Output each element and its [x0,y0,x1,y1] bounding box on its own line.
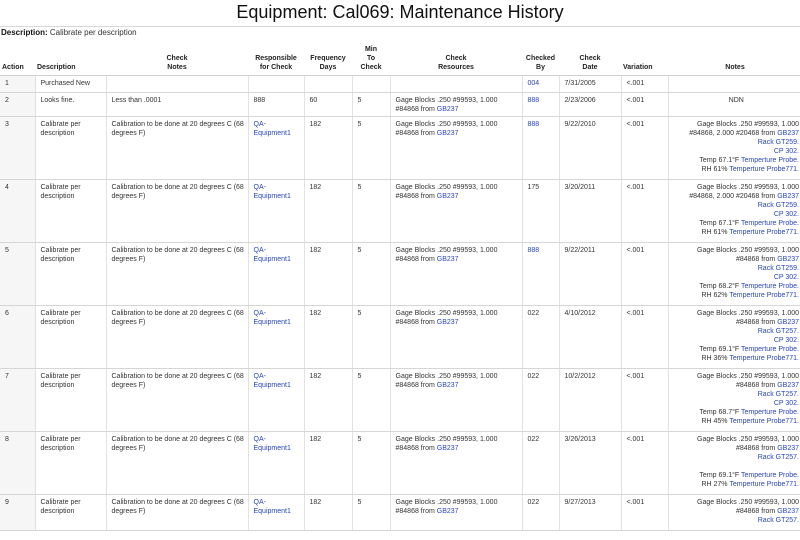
cell-responsible: 888 [248,93,304,117]
cell-variation: <.001 [621,76,668,93]
cell-frequency [304,76,352,93]
cell-min-to-check: 5 [352,432,390,495]
cell-action: 7 [0,369,35,432]
cell-checked-by-link[interactable]: 888 [522,243,559,306]
cell-action: 6 [0,306,35,369]
cell-description: Calibrate per description [35,180,106,243]
col-header-check-resources[interactable]: Check Resources [390,38,522,76]
col-header-responsible[interactable]: Responsible for Check [248,38,304,76]
cell-description: Calibrate per description [35,306,106,369]
cell-frequency: 182 [304,369,352,432]
notes-link[interactable]: GB237 [777,382,799,389]
col-header-frequency[interactable]: Frequency Days [304,38,352,76]
cell-variation: <.001 [621,306,668,369]
notes-link[interactable]: CP 302. [773,211,799,218]
resource-link[interactable]: GB237 [436,508,459,515]
cell-notes: Gage Blocks .250 #99593, 1.000 #84868 from GB237 Rack GT257. [668,495,800,531]
notes-link[interactable]: CP 302. [773,148,799,155]
cell-frequency: 182 [304,180,352,243]
cell-frequency: 182 [304,117,352,180]
cell-check-resources: Gage Blocks .250 #99593, 1.000 #84868 from GB237 [390,306,522,369]
cell-checked-by: 022 [522,495,559,531]
cell-check-resources: Gage Blocks .250 #99593, 1.000 #84868 from GB237 [390,93,522,117]
equipment-description [0,27,800,38]
table-header-row [0,38,800,76]
cell-min-to-check: 5 [352,243,390,306]
col-header-notes[interactable]: Notes [668,38,800,76]
cell-check-resources: Gage Blocks .250 #99593, 1.000 #84868 from GB237 [390,495,522,531]
notes-link[interactable]: Rack GT259. [757,139,799,146]
notes-link[interactable]: GB237 [777,193,799,200]
page-title: Equipment: Cal069: Maintenance History [0,0,800,27]
cell-notes: Gage Blocks .250 #99593, 1.000 #84868 from GB237 Rack GT259. CP 302. Temp 68.2°F Temperture Probe. RH 62% Temperture Probe771. [668,243,800,306]
col-header-action[interactable]: Action [0,38,35,76]
cell-action: 3 [0,117,35,180]
cell-checked-by: 022 [522,369,559,432]
cell-checked-by: 175 [522,180,559,243]
notes-link[interactable]: Rack GT257. [757,454,799,461]
maintenance-history-table [0,38,800,531]
resource-link[interactable]: GB237 [436,130,459,137]
cell-check-notes: Calibration to be done at 20 degrees C (68 degrees F) [106,495,248,531]
notes-link[interactable]: Temperture Probe. [741,220,799,227]
notes-link[interactable]: CP 302. [773,337,799,344]
cell-min-to-check: 5 [352,117,390,180]
col-header-checked-by[interactable]: Checked By [522,38,559,76]
notes-link[interactable]: GB237 [777,130,799,137]
notes-link[interactable]: Temperture Probe771. [729,292,799,299]
cell-variation: <.001 [621,180,668,243]
cell-check-resources: Gage Blocks .250 #99593, 1.000 #84868 from GB237 [390,243,522,306]
notes-link[interactable]: Temperture Probe771. [729,229,799,236]
notes-link[interactable]: Rack GT257. [757,517,799,524]
table-row [0,93,800,117]
notes-link[interactable]: Temperture Probe. [741,346,799,353]
description-label: Description: [1,28,48,37]
cell-action: 2 [0,93,35,117]
cell-responsible-link[interactable]: QA-Equipment1 [248,117,304,180]
cell-check-resources: Gage Blocks .250 #99593, 1.000 #84868 from GB237 [390,432,522,495]
table-row [0,243,800,306]
notes-link[interactable]: Rack GT259. [757,265,799,272]
notes-link[interactable]: GB237 [777,256,799,263]
cell-description: Calibrate per description [35,117,106,180]
cell-action: 5 [0,243,35,306]
cell-min-to-check: 5 [352,93,390,117]
cell-responsible-link[interactable]: QA-Equipment1 [248,243,304,306]
cell-description: Calibrate per description [35,495,106,531]
resource-link[interactable]: GB237 [436,382,459,389]
resource-link[interactable]: GB237 [436,256,459,263]
table-row [0,306,800,369]
table-row [0,432,800,495]
notes-link[interactable]: Temperture Probe. [741,283,799,290]
resource-link[interactable]: GB237 [436,445,459,452]
cell-check-notes [106,76,248,93]
cell-check-date: 2/23/2006 [559,93,621,117]
table-row [0,76,800,93]
notes-link[interactable]: Rack GT257. [757,328,799,335]
cell-description: Calibrate per description [35,432,106,495]
cell-frequency: 182 [304,432,352,495]
cell-min-to-check: 5 [352,180,390,243]
cell-notes: Gage Blocks .250 #99593, 1.000 #84868, 2.000 #20468 from GB237 Rack GT259. CP 302. Temp 67.1°F Temperture Probe. RH 61% Temperture Probe771. [668,117,800,180]
cell-notes [668,76,800,93]
cell-frequency: 182 [304,243,352,306]
cell-min-to-check [352,76,390,93]
table-row [0,369,800,432]
cell-description: Looks fine. [35,93,106,117]
cell-notes: Gage Blocks .250 #99593, 1.000 #84868 from GB237 Rack GT257. Temp 69.1°F Temperture Probe. RH 27% Temperture Probe771. [668,432,800,495]
cell-variation: <.001 [621,93,668,117]
cell-checked-by-link[interactable]: 888 [522,117,559,180]
cell-variation: <.001 [621,432,668,495]
cell-notes: NDN [668,93,800,117]
cell-action: 9 [0,495,35,531]
cell-frequency: 60 [304,93,352,117]
cell-description: Calibrate per description [35,369,106,432]
cell-checked-by: 022 [522,306,559,369]
col-header-check-date[interactable]: Check Date [559,38,621,76]
cell-description: Calibrate per description [35,243,106,306]
cell-responsible-link[interactable]: QA-Equipment1 [248,369,304,432]
notes-link[interactable]: Temperture Probe771. [729,355,799,362]
notes-link[interactable]: CP 302. [773,274,799,281]
cell-check-date: 7/31/2005 [559,76,621,93]
cell-check-resources: Gage Blocks .250 #99593, 1.000 #84868 from GB237 [390,369,522,432]
cell-check-date: 9/27/2013 [559,495,621,531]
cell-check-date: 10/2/2012 [559,369,621,432]
cell-checked-by-link[interactable]: 004 [522,76,559,93]
notes-link[interactable]: Temperture Probe771. [729,418,799,425]
cell-variation: <.001 [621,243,668,306]
cell-responsible-link[interactable]: QA-Equipment1 [248,306,304,369]
resource-link[interactable]: GB237 [436,319,459,326]
resource-link[interactable]: GB237 [436,193,459,200]
notes-link[interactable]: GB237 [777,508,799,515]
cell-check-notes: Calibration to be done at 20 degrees C (68 degrees F) [106,432,248,495]
cell-action: 1 [0,76,35,93]
cell-checked-by-link[interactable]: 888 [522,93,559,117]
cell-check-notes: Calibration to be done at 20 degrees C (68 degrees F) [106,117,248,180]
cell-responsible-link[interactable] [248,76,304,93]
cell-check-resources [390,76,522,93]
table-row [0,180,800,243]
notes-link[interactable]: Temperture Probe771. [729,166,799,173]
notes-link[interactable]: CP 302. [773,400,799,407]
notes-link[interactable]: GB237 [777,445,799,452]
cell-action: 8 [0,432,35,495]
notes-link[interactable]: Temperture Probe771. [729,481,799,488]
cell-check-notes: Calibration to be done at 20 degrees C (68 degrees F) [106,369,248,432]
cell-check-notes: Calibration to be done at 20 degrees C (68 degrees F) [106,243,248,306]
cell-frequency: 182 [304,495,352,531]
cell-check-resources: Gage Blocks .250 #99593, 1.000 #84868 from GB237 [390,117,522,180]
cell-notes: Gage Blocks .250 #99593, 1.000 #84868, 2.000 #20468 from GB237 Rack GT259. CP 302. Temp 67.1°F Temperture Probe. RH 61% Temperture Probe771. [668,180,800,243]
col-header-variation[interactable]: Variation [621,38,668,76]
notes-link[interactable]: Rack GT259. [757,202,799,209]
cell-check-resources: Gage Blocks .250 #99593, 1.000 #84868 from GB237 [390,180,522,243]
cell-check-notes: Less than .0001 [106,93,248,117]
cell-notes: Gage Blocks .250 #99593, 1.000 #84868 from GB237 Rack GT257. CP 302. Temp 68.7°F Temperture Probe. RH 45% Temperture Probe771. [668,369,800,432]
cell-responsible-link[interactable]: QA-Equipment1 [248,495,304,531]
cell-responsible-link[interactable]: QA-Equipment1 [248,180,304,243]
cell-min-to-check: 5 [352,369,390,432]
notes-blank-line [674,462,800,471]
notes-link[interactable]: GB237 [777,319,799,326]
cell-description: Purchased New [35,76,106,93]
cell-variation: <.001 [621,495,668,531]
cell-min-to-check: 5 [352,495,390,531]
cell-frequency: 182 [304,306,352,369]
notes-link[interactable]: Temperture Probe. [741,157,799,164]
resource-link[interactable]: GB237 [436,106,459,113]
table-row [0,117,800,180]
col-header-check-notes[interactable]: Check Notes [106,38,248,76]
cell-checked-by: 022 [522,432,559,495]
col-header-description[interactable]: Description [35,38,106,76]
description-value: Calibrate per description [49,28,137,37]
cell-variation: <.001 [621,369,668,432]
notes-link[interactable]: Temperture Probe. [741,409,799,416]
cell-check-date: 3/26/2013 [559,432,621,495]
cell-min-to-check: 5 [352,306,390,369]
cell-check-date: 9/22/2011 [559,243,621,306]
cell-check-date: 4/10/2012 [559,306,621,369]
notes-link[interactable]: Rack GT257. [757,391,799,398]
cell-check-notes: Calibration to be done at 20 degrees C (68 degrees F) [106,306,248,369]
cell-check-notes: Calibration to be done at 20 degrees C (68 degrees F) [106,180,248,243]
cell-responsible-link[interactable]: QA-Equipment1 [248,432,304,495]
cell-check-date: 3/20/2011 [559,180,621,243]
notes-link[interactable]: Temperture Probe. [741,472,799,479]
cell-notes: Gage Blocks .250 #99593, 1.000 #84868 from GB237 Rack GT257. CP 302. Temp 69.1°F Temperture Probe. RH 36% Temperture Probe771. [668,306,800,369]
cell-variation: <.001 [621,117,668,180]
table-row [0,495,800,531]
cell-check-date: 9/22/2010 [559,117,621,180]
col-header-min-to-check[interactable]: Min To Check [352,38,390,76]
cell-action: 4 [0,180,35,243]
